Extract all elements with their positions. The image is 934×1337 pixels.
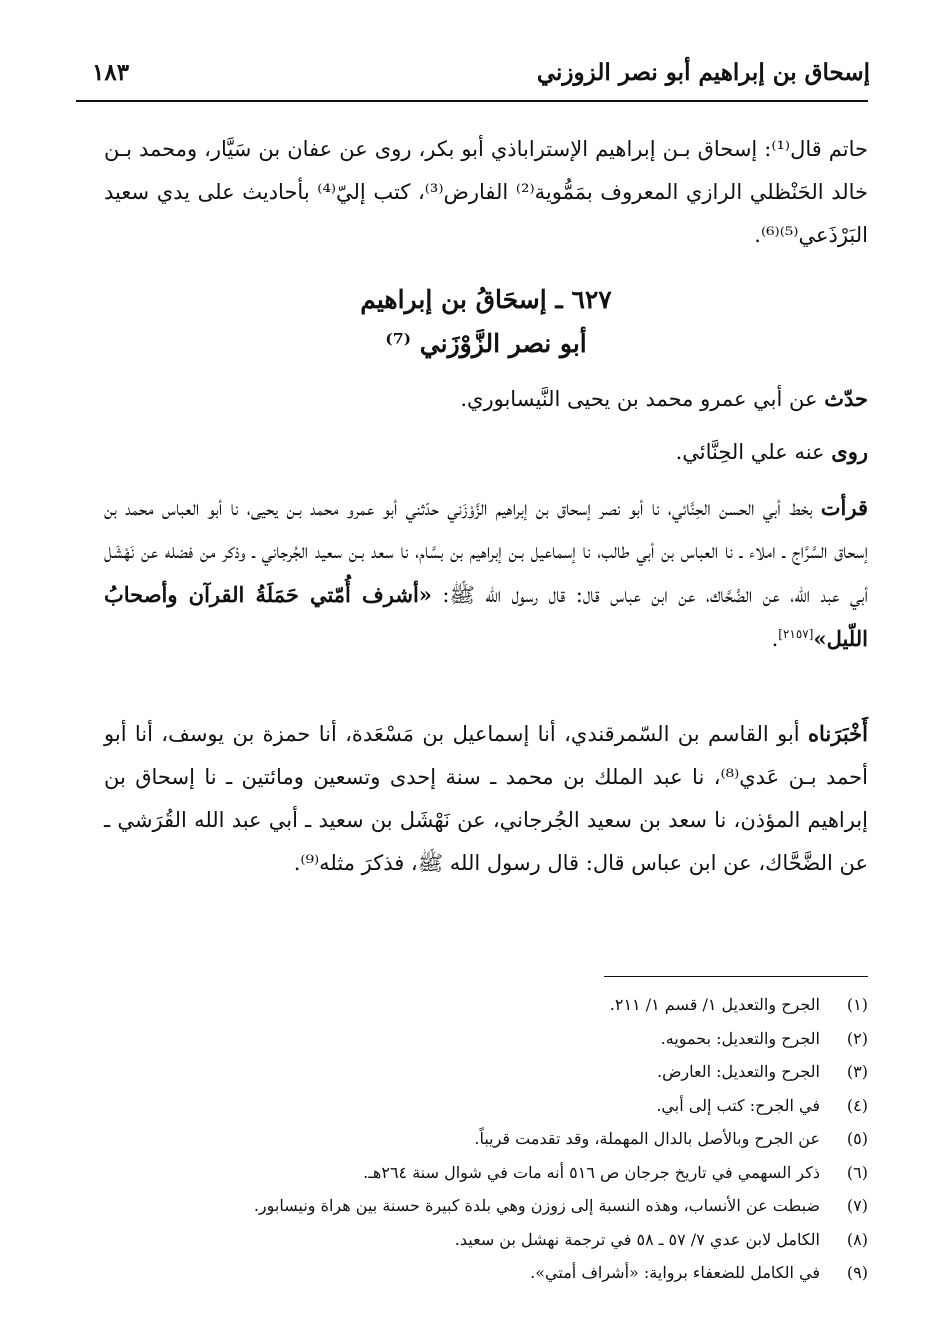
footnote-text: الجرح والتعديل ١/ قسم ١/ ٢١١. <box>609 995 820 1014</box>
intro-paragraph: حاتم قال⁽¹⁾: إسحاق بـن إبراهيم الإستراباذي أبو بكر، روى عن عفان بن سَيَّار، ومحمد بـن خالد الحَنْظلي الرازي المعروف بمَمُّوية⁽²⁾ الفارض⁽³⁾، كتب إليّ⁽⁴⁾ بأحاديث على يدي سعيد البَرْذَعي⁽⁵⁾⁽⁶⁾. <box>104 137 868 247</box>
footnote-item <box>104 1156 868 1190</box>
footnote-item <box>104 1223 868 1257</box>
haddath-paragraph <box>104 377 868 421</box>
footnote-number: (٧) <box>846 1196 868 1215</box>
footnote-item <box>104 1122 868 1156</box>
footnote-number: (٩) <box>846 1263 868 1282</box>
footnote-number: (٨) <box>846 1229 868 1249</box>
footnote-item <box>104 1022 868 1056</box>
haddath-text: عن أبي عمرو محمد بن يحيى النَّيسابوري. <box>460 387 825 411</box>
footnote-text: في الجرح: كتب إلى أبي. <box>656 1095 820 1115</box>
akhbarana-text: أبو القاسم بن السّمرقندي، أنا إسماعيل بن مَسْعَدة، أنا حمزة بن يوسف، أنا أبو أحمد بـن عَدي⁽⁸⁾، نا عبد الملك بن محمد ـ سنة إحدى وتسعين ومائتين ـ نا إسحاق بن إبراهيم المؤذن، نا سعد بن سعيد الجُرجاني، عن نَهْشَل بن سعيد ـ أبي عبد الله القُرَشي ـ عن الضَّحَّاك، عن ابن عباس قال: قال رسول الله ﷺ، فذكرَ مثله⁽⁹⁾. <box>104 722 868 875</box>
footnote-text: في الكامل للضعفاء برواية: «أشراف أمتي». <box>530 1263 820 1282</box>
footnote-item <box>104 1256 868 1290</box>
footnote-text: الجرح والتعديل: العارض. <box>657 1062 820 1081</box>
footnote-text: ذكر السهمي في تاريخ جرجان ص ٥١٦ أنه مات في شوال سنة ٢٦٤هـ. <box>363 1162 820 1182</box>
akhbarana-paragraph <box>104 712 868 885</box>
footnote-item <box>104 1089 868 1123</box>
footnote-number: (٣) <box>846 1062 868 1081</box>
rawa-text: عنه علي الحِنَّائي. <box>675 440 832 464</box>
header-divider <box>76 100 868 102</box>
entry-title-line2: أبو نصر الزَّوْزَني ⁽⁷⁾ <box>385 329 587 358</box>
footnote-text: عن الجرح وبالأصل بالدال المهملة، وقد تقدمت قريباً. <box>474 1129 820 1148</box>
page-number: ١٨٣ <box>92 59 130 86</box>
footnote-item <box>104 1055 868 1089</box>
footnote-divider <box>604 976 868 977</box>
qara-lead: قرأت <box>820 495 868 520</box>
akhbarana-lead: أَخْبَرَناه <box>808 721 868 746</box>
footnote-text: ضبطت عن الأنساب، وهذه النسبة إلى زوزن وهي بلدة كبيرة حسنة بين هراة ونيسابور. <box>253 1196 820 1215</box>
rawa-paragraph <box>104 430 868 474</box>
footnote-item <box>104 1189 868 1223</box>
entry-title-line1: ٦٢٧ ـ إسحَاقُ بن إبراهيم <box>360 285 612 314</box>
footnote-number: (٤) <box>846 1095 868 1115</box>
running-header-title: إسحاق بن إبراهيم أبو نصر الزوزني <box>536 59 870 86</box>
footnote-number: (١) <box>846 995 868 1014</box>
footnote-number: (٢) <box>846 1028 868 1048</box>
qara-paragraph: قرأت بخط أبي الحسن الحِنَّائي، نا أبو نصر إسحاق بن إبراهيم الزَّوْزَني حدّثني أبو عمرو محمد بـن يحيى، نا أبو العباس محمد بن إسحاق السَّرَّاج ـ املاء ـ نا العباس بن أبي طالب، نا إسماعيل بـن إبراهيم بن بسَّام، نا سعد بـن سعيد الجُرجاني ـ وذكر من فضله عن نَهْشَل أبي عبد الله، عن الضَّحَّاك، عن ابن عباس قال: قال رسول الله ﷺ: «أشرف أُمّتي حَمَلَةُ القرآن وأصحابُ اللّيل»[٢١٥٧]. <box>104 495 868 651</box>
footnote-number: (٥) <box>846 1129 868 1148</box>
rawa-lead: روى <box>831 439 868 464</box>
qara-text: بخط أبي الحسن الحِنَّائي، نا أبو نصر إسحاق بن إبراهيم الزَّوْزَني حدّثني أبو عمرو محمد بـن يحيى، نا أبو العباس محمد بن إسحاق السَّرَّاج ـ املاء ـ نا العباس بن أبي طالب، نا إسماعيل بـن إبراهيم بن بسَّام، نا سعد بـن سعيد الجُرجاني ـ وذكر من فضله عن نَهْشَل أبي عبد الله، عن الضَّحَّاك، عن ابن عباس قال: قال رسول الله ﷺ: <box>104 496 868 607</box>
qara-reference: [٢١٥٧] <box>778 627 814 641</box>
footnote-text: الجرح والتعديل: بحمويه. <box>660 1028 820 1048</box>
footnote-item <box>104 988 868 1022</box>
qara-hadith: «أشرف أُمّتي حَمَلَةُ القرآن وأصحابُ اللّيل» <box>104 582 868 651</box>
haddath-lead: حدّث <box>824 386 868 411</box>
footnotes-list <box>104 988 868 1290</box>
footnote-number: (٦) <box>846 1162 868 1182</box>
footnote-text: الكامل لابن عدي ٧/ ٥٧ ـ ٥٨ في ترجمة نهشل بن سعيد. <box>454 1229 820 1249</box>
